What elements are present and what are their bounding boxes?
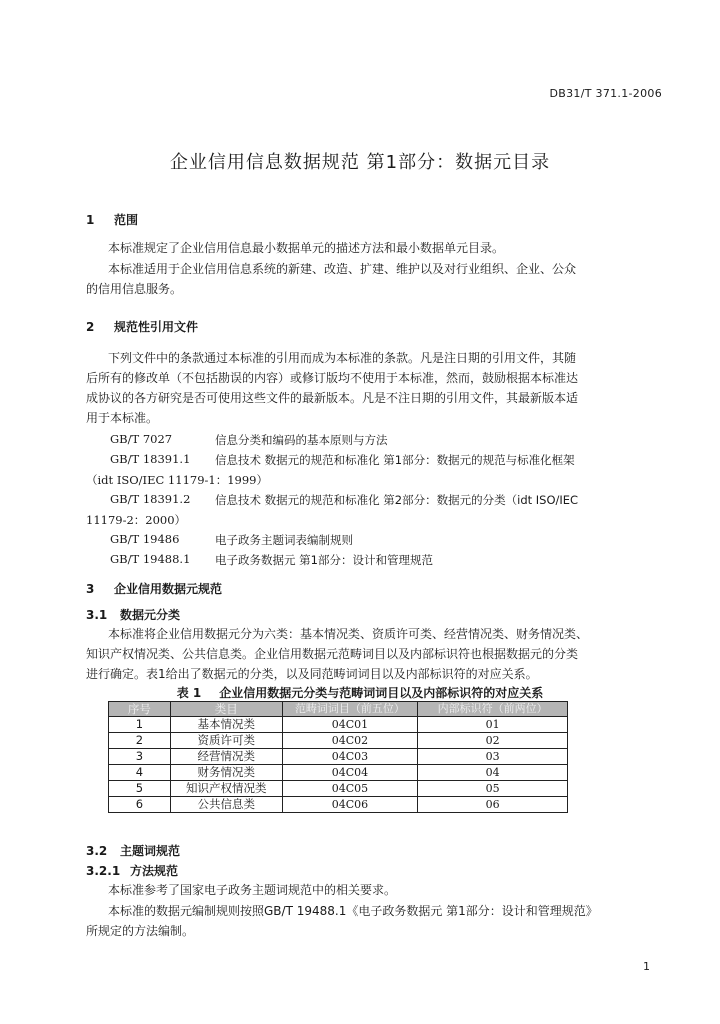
table-row (109, 797, 568, 813)
subsection-title: 数据元分类 (120, 608, 181, 622)
table-row (109, 781, 568, 797)
cell-scope-term: 04C03 (282, 749, 418, 765)
cell-scope-term: 04C05 (282, 781, 418, 797)
reference-code: GB/T 18391.2 (110, 492, 191, 506)
column-header-category: 类目 (170, 702, 282, 717)
paragraph: 下列文件中的条款通过本标准的引用而成为本标准的条款。凡是注日期的引用文件，其随 (108, 351, 577, 365)
cell-index: 2 (109, 733, 171, 749)
table-row (109, 717, 568, 733)
cell-category: 经营情况类 (170, 749, 282, 765)
reference-title: 信息技术 数据元的规范和标准化 第2部分：数据元的分类（idt ISO/IEC (215, 493, 579, 507)
section-number: 1 (86, 213, 95, 227)
cell-index: 3 (109, 749, 171, 765)
cell-scope-term: 04C04 (282, 765, 418, 781)
section-title: 规范性引用文件 (114, 320, 199, 334)
document-title: 企业信用信息数据规范 第1部分：数据元目录 (169, 152, 551, 173)
column-header-scope-term: 范畴词词目（前五位） (282, 702, 418, 717)
paragraph-continuation: 用于本标准。 (86, 411, 159, 425)
cell-category: 财务情况类 (170, 765, 282, 781)
section-1-heading (86, 211, 138, 228)
paragraph-continuation: 后所有的修改单（不包括勘误的内容）或修订版均不使用于本标准，然而，鼓励根据本标准达 (86, 371, 579, 385)
paragraph-continuation: 的信用信息服务。 (86, 282, 183, 296)
cell-category: 知识产权情况类 (170, 781, 282, 797)
cell-scope-term: 04C06 (282, 797, 418, 813)
subsection-3-2-heading (86, 842, 180, 859)
table-caption-text: 企业信用数据元分类与范畴词词目以及内部标识符的对应关系 (219, 686, 544, 700)
cell-internal-id: 01 (418, 717, 568, 733)
cell-category: 资质许可类 (170, 733, 282, 749)
subsection-3-1-heading (86, 606, 180, 623)
reference-item (0, 432, 720, 448)
cell-category: 基本情况类 (170, 717, 282, 733)
cell-scope-term: 04C01 (282, 717, 418, 733)
subsection-3-2-1-heading (86, 862, 178, 879)
reference-item (0, 452, 720, 468)
reference-title: 电子政务数据元 第1部分：设计和管理规范 (215, 553, 433, 567)
paragraph: 本标准参考了国家电子政务主题词规范中的相关要求。 (108, 883, 397, 897)
paragraph-continuation: 所规定的方法编制。 (86, 924, 195, 938)
paragraph: 本标准规定了企业信用信息最小数据单元的描述方法和最小数据单元目录。 (108, 241, 505, 255)
subsection-number: 3.2 (86, 844, 108, 858)
section-title: 企业信用数据元规范 (114, 582, 223, 596)
paragraph-continuation: 成协议的各方研究是否可使用这些文件的最新版本。凡是不注日期的引用文件，其最新版本适 (86, 391, 579, 405)
section-number: 2 (86, 320, 95, 334)
document-number: DB31/T 371.1-2006 (549, 87, 662, 100)
subsection-number: 3.1 (86, 608, 108, 622)
subsection-title: 方法规范 (130, 864, 179, 878)
table-row (109, 765, 568, 781)
reference-item (0, 532, 720, 548)
paragraph-continuation: 进行确定。表1给出了数据元的分类，以及同范畴词词目以及内部标识符的对应关系。 (86, 667, 538, 681)
table-caption (0, 684, 720, 701)
reference-continuation: 11179-2：2000） (86, 513, 187, 527)
reference-item (0, 492, 720, 508)
table-row (109, 733, 568, 749)
paragraph: 本标准适用于企业信用信息系统的新建、改造、扩建、维护以及对行业组织、企业、公众 (108, 262, 577, 276)
cell-internal-id: 02 (418, 733, 568, 749)
reference-code: GB/T 18391.1 (110, 452, 191, 466)
cell-index: 6 (109, 797, 171, 813)
reference-continuation: （idt ISO/IEC 11179-1：1999） (86, 473, 268, 487)
table-row (109, 749, 568, 765)
column-header-internal-id: 内部标识符（前两位） (418, 702, 568, 717)
cell-index: 4 (109, 765, 171, 781)
reference-item (0, 552, 720, 568)
section-number: 3 (86, 582, 95, 596)
reference-code: GB/T 7027 (110, 432, 173, 446)
paragraph-continuation: 知识产权情况类、公共信息类。企业信用数据元范畴词目以及内部标识符也根据数据元的分类 (86, 647, 579, 661)
subsection-title: 主题词规范 (120, 844, 181, 858)
reference-title: 电子政务主题词表编制规则 (215, 533, 353, 547)
cell-scope-term: 04C02 (282, 733, 418, 749)
table-header-row (109, 702, 568, 717)
subsection-number: 3.2.1 (86, 864, 121, 878)
cell-internal-id: 04 (418, 765, 568, 781)
cell-category: 公共信息类 (170, 797, 282, 813)
section-2-heading (86, 318, 198, 335)
page-number: 1 (643, 960, 650, 973)
classification-table (108, 701, 568, 813)
cell-index: 1 (109, 717, 171, 733)
cell-internal-id: 03 (418, 749, 568, 765)
section-title: 范围 (114, 213, 139, 227)
reference-code: GB/T 19486 (110, 532, 180, 546)
paragraph: 本标准的数据元编制规则按照GB/T 19488.1《电子政务数据元 第1部分：设计和管理规范》 (108, 904, 598, 918)
cell-internal-id: 06 (418, 797, 568, 813)
cell-index: 5 (109, 781, 171, 797)
cell-internal-id: 05 (418, 781, 568, 797)
reference-title: 信息分类和编码的基本原则与方法 (215, 433, 388, 447)
reference-title: 信息技术 数据元的规范和标准化 第1部分：数据元的规范与标准化框架 (215, 453, 575, 467)
column-header-index: 序号 (109, 702, 171, 717)
paragraph: 本标准将企业信用数据元分为六类：基本情况类、资质许可类、经营情况类、财务情况类、 (108, 627, 589, 641)
table-number: 表 1 (176, 686, 202, 700)
section-3-heading (86, 580, 222, 597)
reference-code: GB/T 19488.1 (110, 552, 191, 566)
